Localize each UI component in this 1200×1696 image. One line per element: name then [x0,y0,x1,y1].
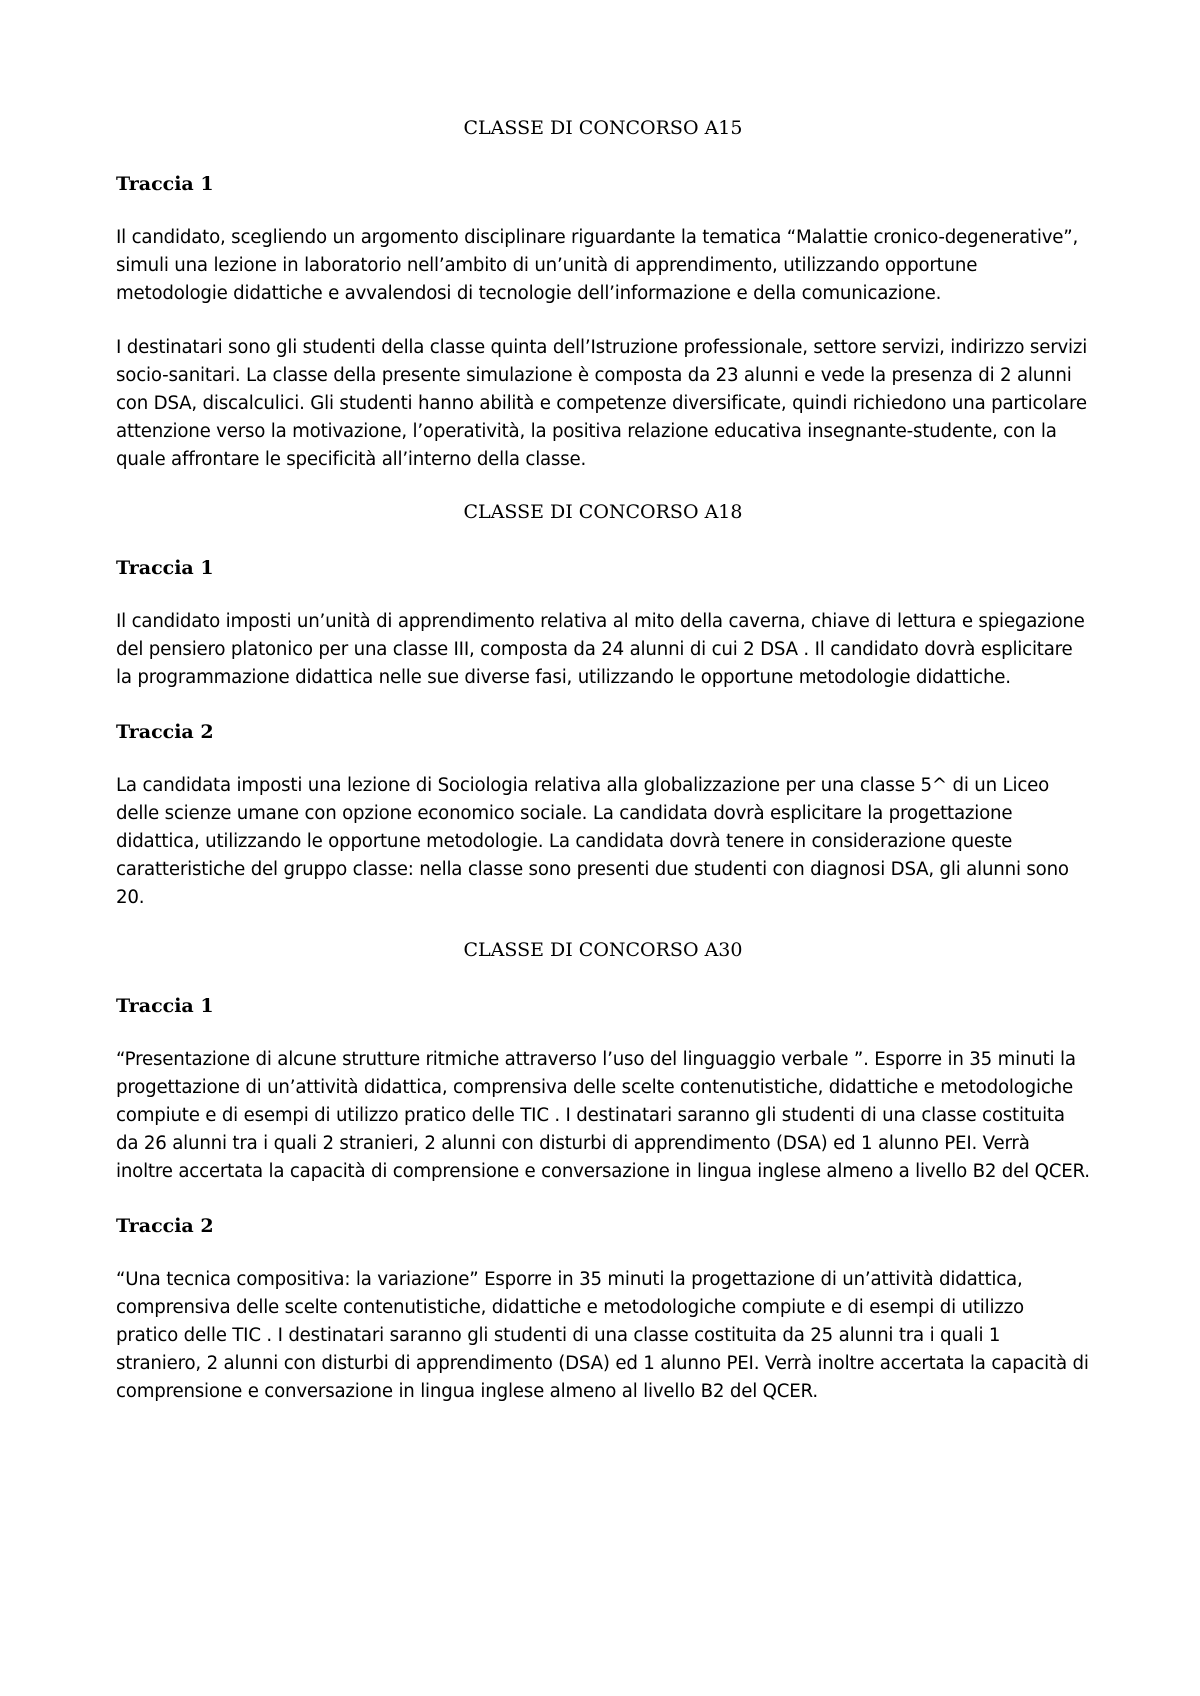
traccia-heading: Traccia 2 [116,721,214,743]
traccia-heading: Traccia 2 [116,1215,214,1237]
section-title-a15: CLASSE DI CONCORSO A15 [463,117,743,139]
paragraph: “Presentazione di alcune strutture ritmiche attraverso l’uso del linguaggio verbale ”. Esporre in 35 minuti la progettazione di un’attività didattica, comprensiva delle scelte contenutistiche, didattiche e metodologiche compiute e di esempi di utilizzo pratico delle TIC . I destinatari saranno gli studenti di una classe costituita da 26 alunni tra i quali 2 stranieri, 2 alunni con disturbi di apprendimento (DSA) ed 1 alunno PEI. Verrà inoltre accertata la capacità di comprensione e conversazione in lingua inglese almeno a livello B2 del QCER. [116,1049,1090,1182]
paragraph: Il candidato imposti un’unità di apprendimento relativa al mito della caverna, chiave di lettura e spiegazione del pensiero platonico per una classe III, composta da 24 alunni di cui 2 DSA . Il candidato dovrà esplicitare la programmazione didattica nelle sue diverse fasi, utilizzando le opportune metodologie didattiche. [116,611,1085,688]
traccia-heading: Traccia 1 [116,995,214,1017]
paragraph: La candidata imposti una lezione di Sociologia relativa alla globalizzazione per una classe 5^ di un Liceo delle scienze umane con opzione economico sociale. La candidata dovrà esplicitare la progettazione didattica, utilizzando le opportune metodologie. La candidata dovrà tenere in considerazione queste caratteristiche del gruppo classe: nella classe sono presenti due studenti con diagnosi DSA, gli alunni sono 20. [116,775,1069,908]
section-title-a18: CLASSE DI CONCORSO A18 [463,501,743,523]
traccia-heading: Traccia 1 [116,557,214,579]
paragraph: I destinatari sono gli studenti della classe quinta dell’Istruzione professionale, settore servizi, indirizzo servizi socio-sanitari. La classe della presente simulazione è composta da 23 alunni e vede la presenza di 2 alunni con DSA, discalculici. Gli studenti hanno abilità e competenze diversificate, quindi richiedono una particolare attenzione verso la motivazione, l’operatività, la positiva relazione educativa insegnante-studente, con la quale affrontare le specificità all’interno della classe. [116,337,1088,470]
paragraph: “Una tecnica compositiva: la variazione” Esporre in 35 minuti la progettazione di un’attività didattica, comprensiva delle scelte contenutistiche, didattiche e metodologiche compiute e di esempi di utilizzo pratico delle TIC . I destinatari saranno gli studenti di una classe costituita da 25 alunni tra i quali 1 straniero, 2 alunni con disturbi di apprendimento (DSA) ed 1 alunno PEI. Verrà inoltre accertata la capacità di comprensione e conversazione in lingua inglese almeno al livello B2 del QCER. [116,1269,1089,1402]
paragraph: Il candidato, scegliendo un argomento disciplinare riguardante la tematica “Malattie cronico-degenerative”, simuli una lezione in laboratorio nell’ambito di un’unità di apprendimento, utilizzando opportune metodologie didattiche e avvalendosi di tecnologie dell’informazione e della comunicazione. [116,227,1079,304]
section-title-a30: CLASSE DI CONCORSO A30 [463,939,743,961]
traccia-heading: Traccia 1 [116,173,214,195]
